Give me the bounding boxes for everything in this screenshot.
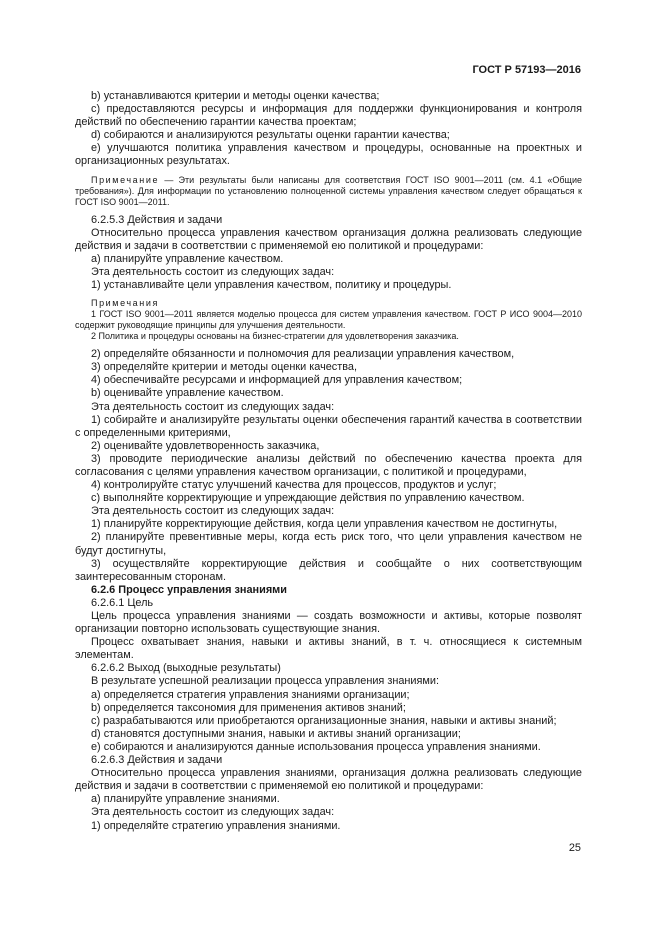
paragraph: a) планируйте управление знаниями. [91, 793, 280, 806]
section-heading-6-2-6-2: 6.2.6.2 Выход (выходные результаты) [91, 662, 281, 675]
paragraph: Цель процесса управления знаниями — создать возможности и активы, которые позволят организации повторно использовать существующие знания. [75, 610, 582, 636]
paragraph: b) оценивайте управление качеством. [91, 387, 284, 400]
paragraph: a) планируйте управление качеством. [91, 252, 284, 265]
note: 1 ГОСТ ISO 9001—2011 является моделью процесса для систем управления качеством. ГОСТ Р ИСО 9004—2010 содержит руководящие принципы для улучшения деятельности. [75, 309, 582, 331]
paragraph: b) определяется таксономия для применения активов знаний; [91, 701, 406, 714]
section-heading-6-2-6: 6.2.6 Процесс управления знаниями [91, 583, 287, 596]
document-body [75, 90, 582, 833]
paragraph: 3) проводите периодические анализы действий по обеспечению качества проекта для согласования с целями управления качеством организации, с политикой и процедурами, [75, 452, 582, 478]
paragraph: Относительно процесса управления качеством организация должна реализовать следующие действия и задачи в соответствии с применяемой ею политикой и процедурами: [75, 226, 582, 252]
paragraph: a) определяется стратегия управления знаниями организации; [91, 688, 410, 701]
paragraph: d) собираются и анализируются результаты оценки гарантии качества; [91, 129, 450, 142]
paragraph: Эта деятельность состоит из следующих задач: [91, 400, 335, 413]
paragraph: 3) осуществляйте корректирующие действия и сообщайте о них соответствующим заинтересованным сторонам. [75, 557, 582, 583]
paragraph: 2) определяйте обязанности и полномочия для реализации управления качеством, [91, 348, 515, 361]
paragraph: Эта деятельность состоит из следующих задач: [91, 265, 335, 278]
paragraph: e) улучшаются политика управления качеством и процедуры, основанные на проектных и организационных результатах. [75, 142, 582, 168]
note-text: — Эти результаты были написаны для соответствия ГОСТ ISO 9001—2011 (см. 4.1 «Общие требования»). Для информации по установлению полноценной системы управления качеством следует обращаться к ГОСТ ISO 9001—2011. [75, 174, 582, 207]
document-id-header: ГОСТ Р 57193—2016 [472, 64, 581, 76]
page-number: 25 [568, 842, 581, 854]
paragraph: 4) контролируйте статус улучшений качества для процессов, продуктов и услуг; [91, 479, 497, 492]
section-heading-6-2-6-1: 6.2.6.1 Цель [91, 596, 154, 609]
paragraph: 1) устанавливайте цели управления качеством, политику и процедуры. [91, 279, 452, 292]
paragraph: Эта деятельность состоит из следующих задач: [91, 505, 335, 518]
notes-label: Примечания [91, 298, 159, 309]
paragraph: В результате успешной реализации процесса управления знаниями: [91, 675, 440, 688]
paragraph: Эта деятельность состоит из следующих задач: [91, 806, 335, 819]
paragraph: d) становятся доступными знания, навыки и активы знаний организации; [91, 727, 461, 740]
paragraph: 1) собирайте и анализируйте результаты оценки обеспечения гарантий качества в соответствии с определенными критериями, [75, 413, 582, 439]
paragraph: b) устанавливаются критерии и методы оценки качества; [91, 90, 380, 102]
paragraph: c) предоставляются ресурсы и информация для поддержки функционирования и контроля действий по обеспечению гарантии качества проектам; [75, 103, 582, 129]
note [75, 175, 582, 208]
paragraph: c) разрабатываются или приобретаются организационные знания, навыки и активы знаний; [91, 714, 557, 727]
paragraph: c) выполняйте корректирующие и упреждающие действия по управлению качеством. [91, 492, 525, 505]
note: 2 Политика и процедуры основаны на бизнес-стратегии для удовлетворения заказчика. [91, 331, 459, 342]
paragraph: 2) оценивайте удовлетворенность заказчика, [91, 439, 320, 452]
section-heading-6-2-5-3: 6.2.5.3 Действия и задачи [91, 213, 223, 226]
paragraph: 2) планируйте превентивные меры, когда есть риск того, что цели управления качеством не будут достигнуты, [75, 531, 582, 557]
paragraph: Относительно процесса управления знаниями, организация должна реализовать следующие действия и задачи в соответствии с применяемой ею политикой и процедурами: [75, 767, 582, 793]
paragraph: e) собираются и анализируются данные использования процесса управления знаниями. [91, 740, 541, 753]
paragraph: 4) обеспечивайте ресурсами и информацией для управления качеством; [91, 374, 463, 387]
paragraph: 1) планируйте корректирующие действия, когда цели управления качеством не достигнуты, [91, 518, 558, 531]
paragraph: 3) определяйте критерии и методы оценки качества, [91, 361, 357, 374]
paragraph: Процесс охватывает знания, навыки и активы знаний, в т. ч. относящиеся к системным элементам. [75, 636, 582, 662]
section-heading-6-2-6-3: 6.2.6.3 Действия и задачи [91, 754, 223, 767]
note-label: Примечание [91, 174, 160, 185]
paragraph: 1) определяйте стратегию управления знаниями. [91, 819, 341, 832]
